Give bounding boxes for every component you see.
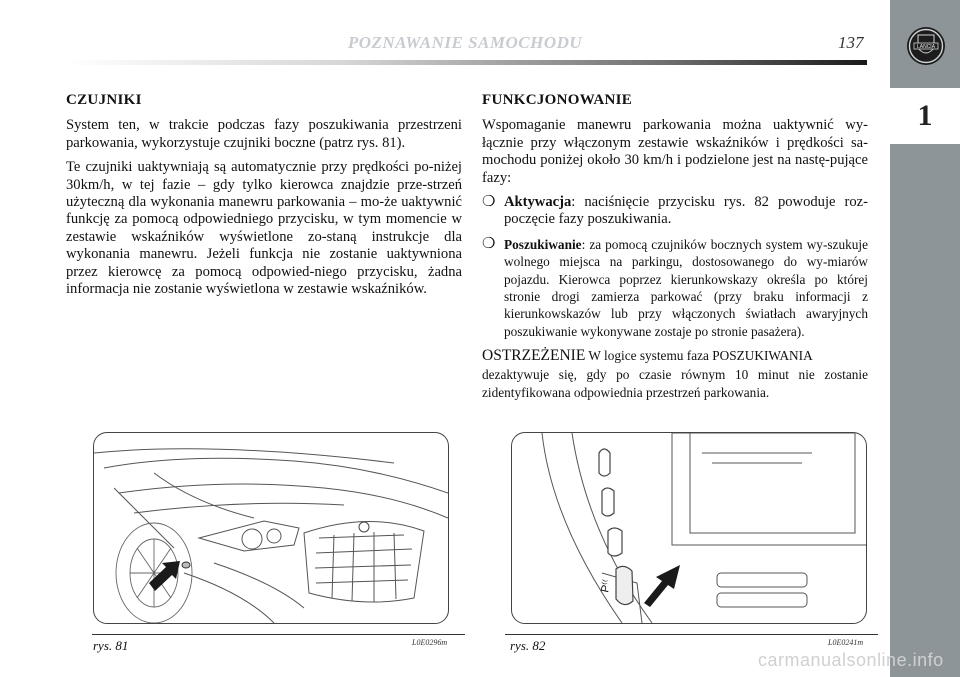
figure-code: L0E0241m — [828, 638, 864, 647]
warning-label: OSTRZEŻENIE — [482, 347, 586, 365]
page-number: 137 — [838, 33, 864, 52]
warning-lead: W logice systemu faza POSZUKIWANIA — [585, 348, 813, 364]
bullet-text: : naciśnięcie przycisku rys. 82 powoduje roz-poczęcie fazy poszukiwania. — [504, 194, 868, 228]
paragraph: Te czujniki uaktywniają są automatycznie przy prędkości po-niżej 30km/h, w tej fazie – gdy tylko kierowca znajdzie prze-strzeń użyteczną dla wykonania manewru parkowania – mo-że uaktywnić funkcję za pomocą odpowiedniego przycisku, w tym momencie w zestawie wskaźników wyświetlone zo-staną instrukcje dla wykonania manewru. Jeżeli funkcja nie zostanie uaktywniona przez kierowcę za pomocą odpowied-niego przycisku, żadna informacja nie zostanie wyświetlona w zestawie wskaźników. — [66, 159, 462, 298]
warning-note — [482, 347, 868, 402]
svg-text:P⁽⁽: P⁽⁽ — [599, 578, 614, 594]
figure-caption: rys. 82 — [510, 638, 546, 653]
figure-caption: rys. 81 — [93, 638, 129, 653]
figure-divider — [92, 634, 465, 635]
left-text-column — [66, 92, 462, 305]
watermark: carmanualsonline.info — [758, 650, 944, 670]
warning-text: dezaktywuje się, gdy po czasie równym 10 minut nie zostanie zidentyfikowana odpowiednia przestrzeń parkowania. — [482, 366, 868, 401]
right-text-column — [482, 92, 868, 403]
section-heading-sensors: CZUJNIKI — [66, 92, 142, 108]
bullet-circle-icon: ❍ — [482, 194, 496, 211]
bullet-text: : za pomocą czujników bocznych system wy-szukuje wolnego miejsca na parkingu, dostosowanego do wy-miarów pojazdu. Kierowca poprzez kierunkowskazy określa po której stronie drogi zamierza parkować (przy braku informacji z kierunkowskazów lub przy włączonych światłach awaryjnych poszukiwanie wykonywane zostaje po stronie pasażera). — [504, 236, 868, 339]
bullet-label: Poszukiwanie — [504, 236, 582, 252]
svg-text:LANCIA: LANCIA — [916, 44, 936, 50]
intro-paragraph: Wspomaganie manewru parkowania można uaktywnić wy-łącznie przy włączonym zestawie wskaźników i prędkości sa-mochodu poniżej około 30 km/h i podzielone jest na nastę-pujące fazy: — [482, 117, 868, 186]
running-header-title: POZNAWANIE SAMOCHODU — [347, 33, 583, 52]
figure-dashboard-button — [511, 432, 867, 624]
chapter-number-tab[interactable]: 1 — [890, 88, 960, 144]
header-divider — [65, 60, 867, 65]
figure-code: L0E0296m — [412, 638, 448, 647]
car-front-illustration — [94, 433, 448, 623]
section-heading-operation: FUNKCJONOWANIE — [482, 92, 633, 108]
lancia-logo-icon — [906, 26, 946, 66]
bullet-label: Aktywacja — [504, 194, 572, 211]
paragraph: System ten, w trakcie podczas fazy poszukiwania przestrzeni parkowania, wykorzystuje czujniki boczne (patrz rys. 81). — [66, 117, 462, 151]
parking-button-illustration — [512, 433, 866, 623]
list-item — [482, 236, 868, 340]
figure-car-front — [93, 432, 449, 624]
list-item — [482, 194, 868, 229]
bullet-circle-icon: ❍ — [482, 235, 496, 252]
figure-divider — [505, 634, 878, 635]
